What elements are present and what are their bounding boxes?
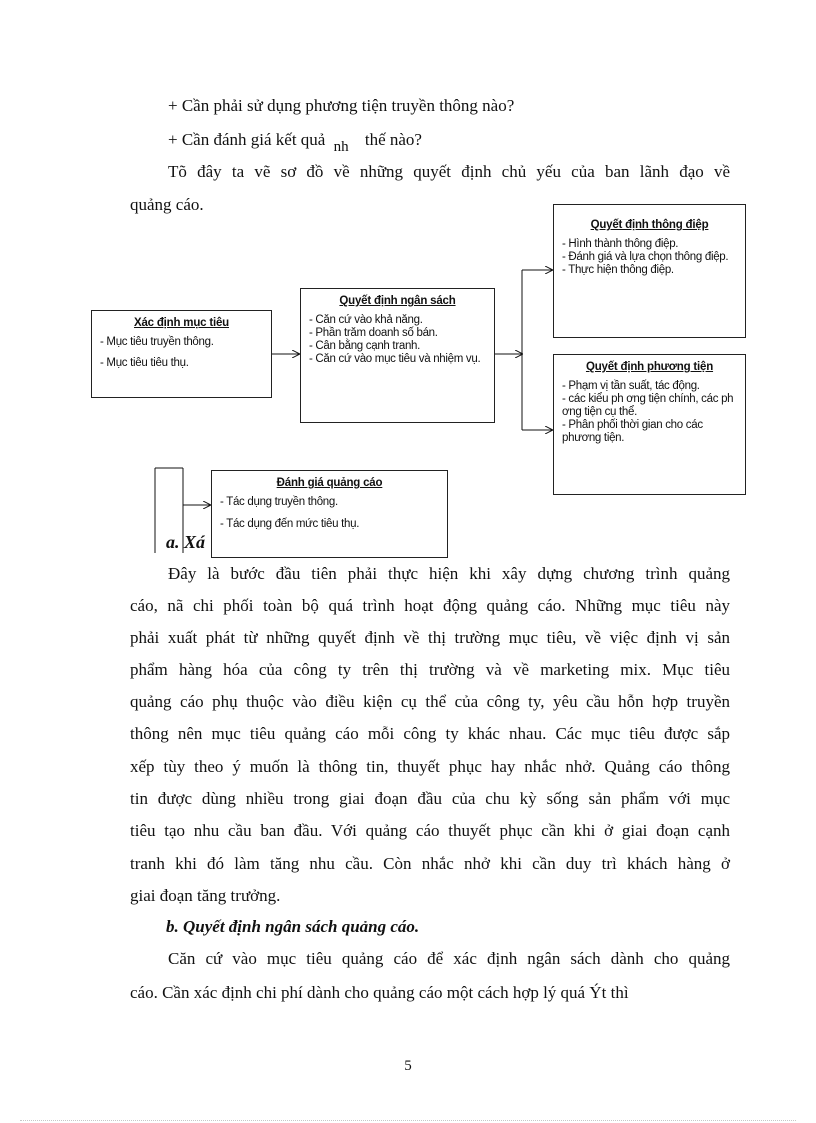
para-a-line: quảng cáo phụ thuộc vào điều kiện cụ thể của công ty, yêu cầu hỗn hợp truyền — [130, 692, 730, 711]
box-objectives-item: - Mục tiêu tiêu thụ. — [100, 357, 189, 369]
box-budget-item: - Cân bằng cạnh tranh. — [309, 340, 421, 352]
box-budget-item: - Phần trăm doanh số bán. — [309, 327, 438, 339]
box-budget-item: - Căn cứ vào mục tiêu và nhiệm vụ. — [309, 353, 481, 365]
box-budget-item: - Căn cứ vào khả năng. — [309, 314, 423, 326]
para-a-line: tranh khi đó làm tăng nhu cầu. Còn nhắc nhở khi cần duy trì khách hàng ở — [130, 854, 730, 873]
box-media-title: Quyết định phương tiện — [585, 361, 714, 373]
box-message-item: - Đánh giá và lựa chọn thông điệp. — [562, 251, 729, 263]
section-a-heading: a. Xá — [166, 532, 206, 552]
section-b-heading: b. Quyết định ngân sách quảng cáo. — [166, 917, 420, 936]
question-evaluate-start: + Cần đánh giá kết quả — [168, 130, 326, 149]
question-media: + Cần phải sử dụng phương tiện truyền thông nào? — [168, 96, 515, 115]
para-a-line: thông nên mục tiêu quảng cáo mỗi công ty khác nhau. Các mục tiêu được sắp — [130, 724, 730, 743]
para-b-line: Căn cứ vào mục tiêu quảng cáo để xác định ngân sách dành cho quảng — [168, 949, 730, 968]
page-bottom-divider — [20, 1120, 796, 1121]
box-media-item: - các kiểu ph ơng tiện chính, các ph ơng tiện cụ thể. — [562, 393, 734, 418]
para-a-line: tin được dùng nhiều trong giai đoạn đầu của chu kỳ sống sản phẩm với mục — [130, 789, 730, 808]
box-message-item: - Thực hiện thông điệp. — [562, 264, 674, 276]
para-a-line: giai đoạn tăng trưởng. — [130, 886, 281, 905]
para-a-line: Đây là bước đầu tiên phải thực hiện khi xây dựng chương trình quảng — [168, 564, 730, 583]
box-message-item: - Hình thành thông điệp. — [562, 238, 679, 250]
box-media — [553, 354, 746, 495]
question-evaluate-end: thế nào? — [364, 130, 422, 149]
para-a-line: xếp tùy theo ý muốn là thông tin, thuyết phục hay nhắc nhở. Quảng cáo thông — [130, 757, 730, 776]
box-media-item: - Phân phối thời gian cho các phương tiện. — [562, 419, 703, 444]
box-budget — [300, 288, 495, 423]
para-a-line: phải xuất phát từ những quyết định về thị trường mục tiêu, về việc định vị sản — [130, 628, 730, 647]
box-message-title: Quyết định thông điệp — [590, 219, 709, 231]
para-a-line: tiêu tạo nhu cầu ban đầu. Với quảng cáo thuyết phục cần khi ở giai đoạn cạnh — [130, 821, 730, 840]
box-objectives — [91, 310, 272, 398]
box-budget-title: Quyết định ngân sách — [339, 295, 456, 307]
question-evaluate-nh: nh — [333, 139, 349, 155]
para-b-line: cáo. Cần xác định chi phí dành cho quảng cáo một cách hợp lý quá Ýt thì — [130, 983, 629, 1002]
intro-line-2: quảng cáo. — [130, 195, 204, 214]
intro-line-1: Tõ đây ta vẽ sơ đồ về những quyết định chủ yếu của ban lãnh đạo về — [168, 162, 730, 181]
box-evaluation-item: - Tác dụng truyền thông. — [220, 496, 338, 508]
box-evaluation — [211, 470, 448, 558]
para-a-line: phẩm hàng hóa của công ty trên thị trường và về marketing mix. Mục tiêu — [130, 660, 730, 679]
para-a-line: cáo, nã chi phối toàn bộ quá trình hoạt động quảng cáo. Những mục tiêu này — [130, 596, 730, 615]
box-evaluation-item: - Tác dụng đến mức tiêu thụ. — [220, 518, 360, 530]
box-media-item: - Phạm vị tần suất, tác động. — [562, 380, 700, 392]
box-objectives-title: Xác định mục tiêu — [133, 317, 229, 329]
box-evaluation-title: Đánh giá quảng cáo — [276, 477, 383, 489]
box-objectives-item: - Mục tiêu truyền thông. — [100, 336, 214, 348]
page-number: 5 — [404, 1058, 412, 1074]
box-message — [553, 204, 746, 338]
